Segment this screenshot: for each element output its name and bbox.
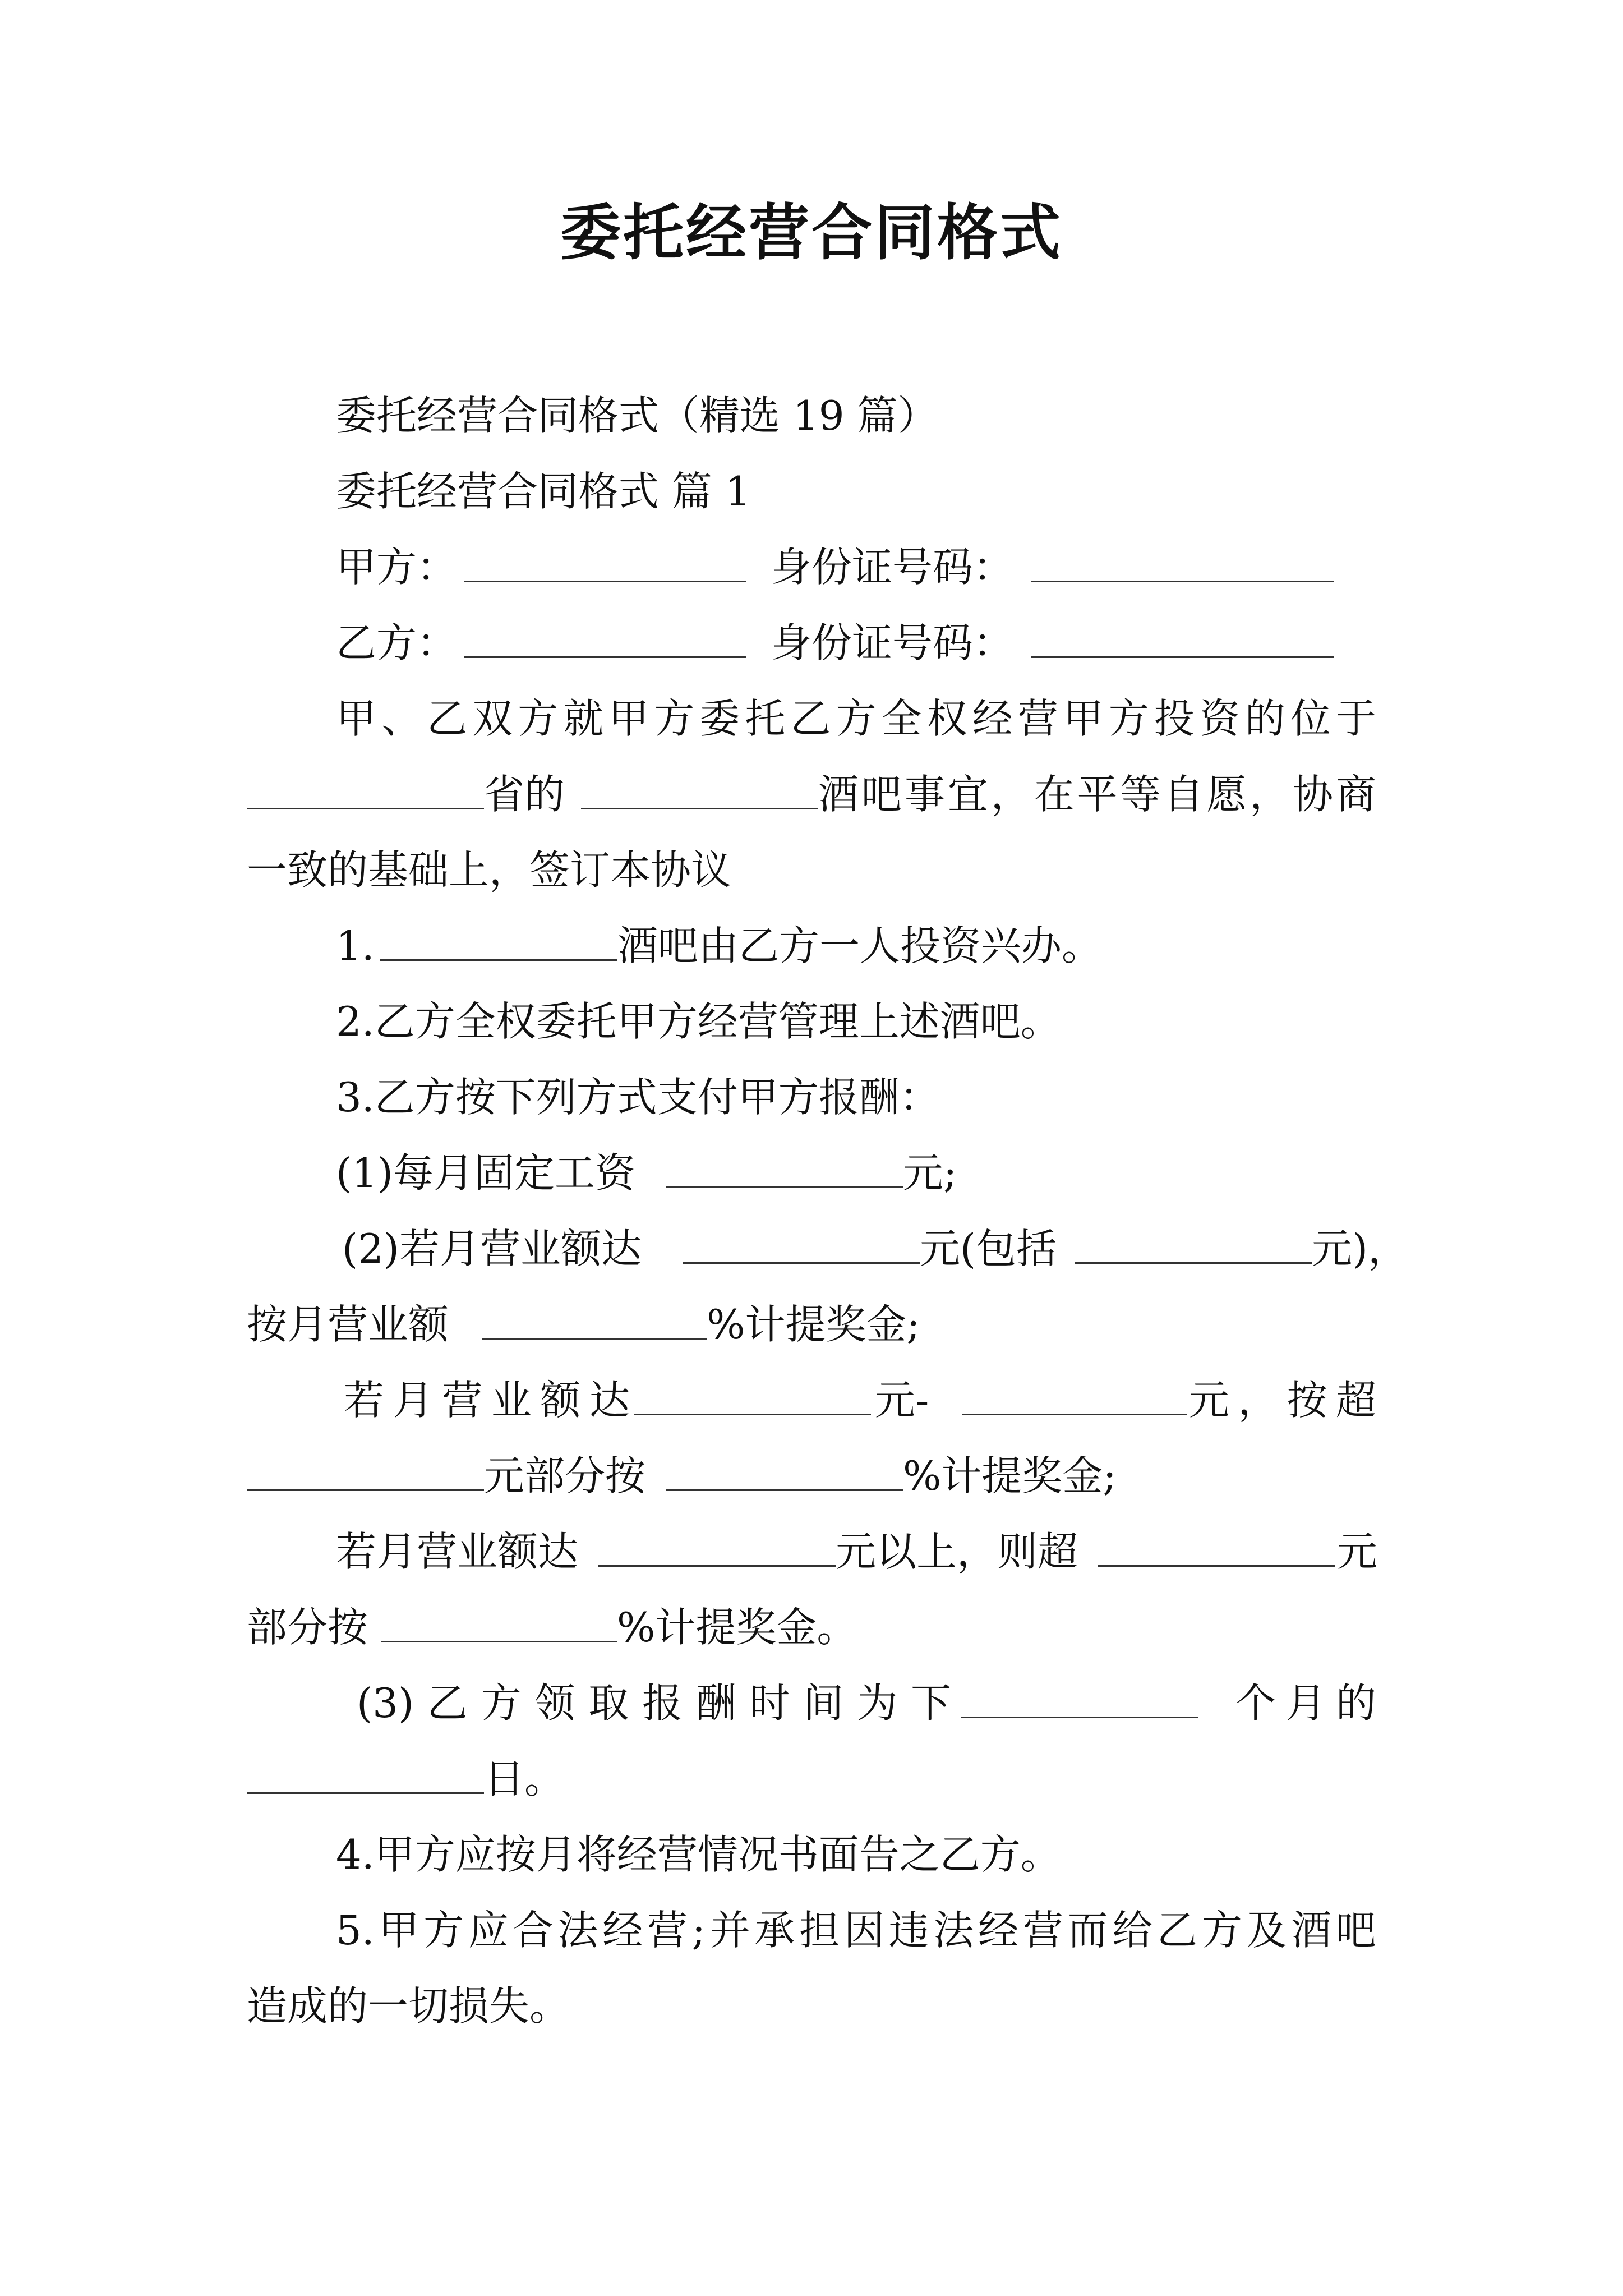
intro-text-1: 甲、乙双方就甲方委托乙方全权经营甲方投资的位于 <box>336 695 1376 742</box>
party-b-id-label: 身份证号码： <box>771 619 1014 666</box>
clause-1-suffix: 酒吧由乙方一人投资兴办。 <box>617 922 1103 969</box>
party-a-line <box>0 536 1623 598</box>
bonus-rate-blank-1 <box>482 1338 707 1340</box>
tier-2-text-b: 元- <box>875 1377 929 1424</box>
section-heading-line <box>0 461 1623 522</box>
clause-4-line <box>0 1824 1623 1885</box>
clause-1-line <box>0 915 1623 977</box>
item-3-text-c: 日。 <box>484 1755 565 1802</box>
clause-4-text: 4.甲方应按月将经营情况书面告之乙方。 <box>336 1831 1061 1878</box>
bar-name-blank <box>581 808 818 809</box>
party-a-id-blank <box>1031 581 1334 582</box>
tier-3-text-e: %计提奖金。 <box>617 1604 857 1651</box>
document-subtitle: 委托经营合同格式（精选 19 篇） <box>336 392 938 439</box>
tier-3-text-d: 部分按 <box>247 1604 368 1651</box>
section-heading: 委托经营合同格式 篇 1 <box>336 468 751 515</box>
item-2-text-c: 元)， <box>1312 1225 1409 1272</box>
tier-2-excess-blank <box>247 1489 484 1491</box>
party-a-label: 甲方： <box>336 544 458 591</box>
tier-2-line-2 <box>0 1445 1623 1507</box>
intro-text-2a: 省的 <box>484 771 565 818</box>
clause-1-blank <box>380 959 617 961</box>
tier-3-threshold-blank <box>598 1565 836 1567</box>
item-3-text-a: (3)乙方领取报酬时间为下 <box>357 1680 951 1727</box>
clause-5-line-2 <box>0 1975 1623 2037</box>
item-2-text-b: 元(包括 <box>920 1225 1057 1272</box>
revenue-included-blank <box>1075 1262 1312 1264</box>
party-a-name-blank <box>464 581 746 582</box>
item-1-line <box>0 1142 1623 1204</box>
clause-5-text-2: 造成的一切损失。 <box>247 1982 570 2030</box>
tier-2-text-a: 若月营业额达 <box>344 1377 630 1424</box>
province-blank <box>247 808 484 809</box>
fixed-salary-blank <box>666 1186 903 1188</box>
tier-2-from-blank <box>634 1414 871 1415</box>
item-2-text-d: 按月营业额 <box>247 1301 449 1348</box>
clause-5-text-1: 5.甲方应合法经营;并承担因违法经营而给乙方及酒吧 <box>336 1907 1376 1954</box>
bonus-rate-blank-2 <box>666 1489 903 1491</box>
tier-2-to-blank <box>962 1414 1187 1415</box>
item-2-line-1 <box>0 1218 1623 1280</box>
item-2-line-2 <box>0 1294 1623 1355</box>
tier-3-line-1 <box>0 1521 1623 1582</box>
clause-5-line-1 <box>0 1899 1623 1961</box>
item-2-text-a: (2)若月营业额达 <box>342 1225 642 1272</box>
intro-text-2b: 酒吧事宜，在平等自愿，协商 <box>818 771 1376 818</box>
clause-3-line <box>0 1066 1623 1128</box>
tier-2-text-e: %计提奖金; <box>903 1452 1117 1499</box>
party-b-line <box>0 612 1623 674</box>
pay-month-blank <box>961 1717 1198 1718</box>
clause-1-prefix: 1. <box>336 922 375 969</box>
item-1-suffix: 元; <box>903 1149 957 1197</box>
tier-2-text-c: 元，按超 <box>1189 1377 1376 1424</box>
intro-line-2 <box>0 763 1623 825</box>
pay-day-blank <box>247 1792 484 1794</box>
item-2-text-e: %计提奖金; <box>707 1301 920 1348</box>
revenue-threshold-blank <box>683 1262 920 1264</box>
intro-line-1 <box>0 688 1623 749</box>
intro-text-3: 一致的基础上，签订本协议 <box>247 846 732 894</box>
item-3-line-2 <box>0 1748 1623 1810</box>
clause-2-text: 2.乙方全权委托甲方经营管理上述酒吧。 <box>336 998 1061 1045</box>
tier-3-text-a: 若月营业额达 <box>336 1528 579 1575</box>
party-b-id-blank <box>1031 656 1334 658</box>
bonus-rate-blank-3 <box>381 1641 617 1642</box>
tier-3-text-b: 元以上，则超 <box>836 1528 1078 1575</box>
clause-3-text: 3.乙方按下列方式支付甲方报酬： <box>336 1074 940 1121</box>
tier-3-line-2 <box>0 1596 1623 1658</box>
item-3-text-b: 个月的 <box>1235 1680 1376 1727</box>
tier-2-text-d: 元部分按 <box>484 1452 646 1499</box>
clause-2-line <box>0 991 1623 1052</box>
item-3-line-1 <box>0 1672 1623 1734</box>
tier-3-text-c: 元 <box>1337 1528 1378 1575</box>
item-1-prefix: (1)每月固定工资 <box>336 1149 635 1197</box>
tier-2-line-1 <box>0 1369 1623 1431</box>
party-a-id-label: 身份证号码： <box>771 544 1014 591</box>
intro-line-3 <box>0 839 1623 901</box>
subtitle-line <box>0 385 1623 447</box>
party-b-label: 乙方： <box>336 619 458 666</box>
tier-3-excess-blank <box>1098 1565 1335 1567</box>
party-b-name-blank <box>464 656 746 658</box>
document-title: 委托经营合同格式 <box>560 197 1063 268</box>
